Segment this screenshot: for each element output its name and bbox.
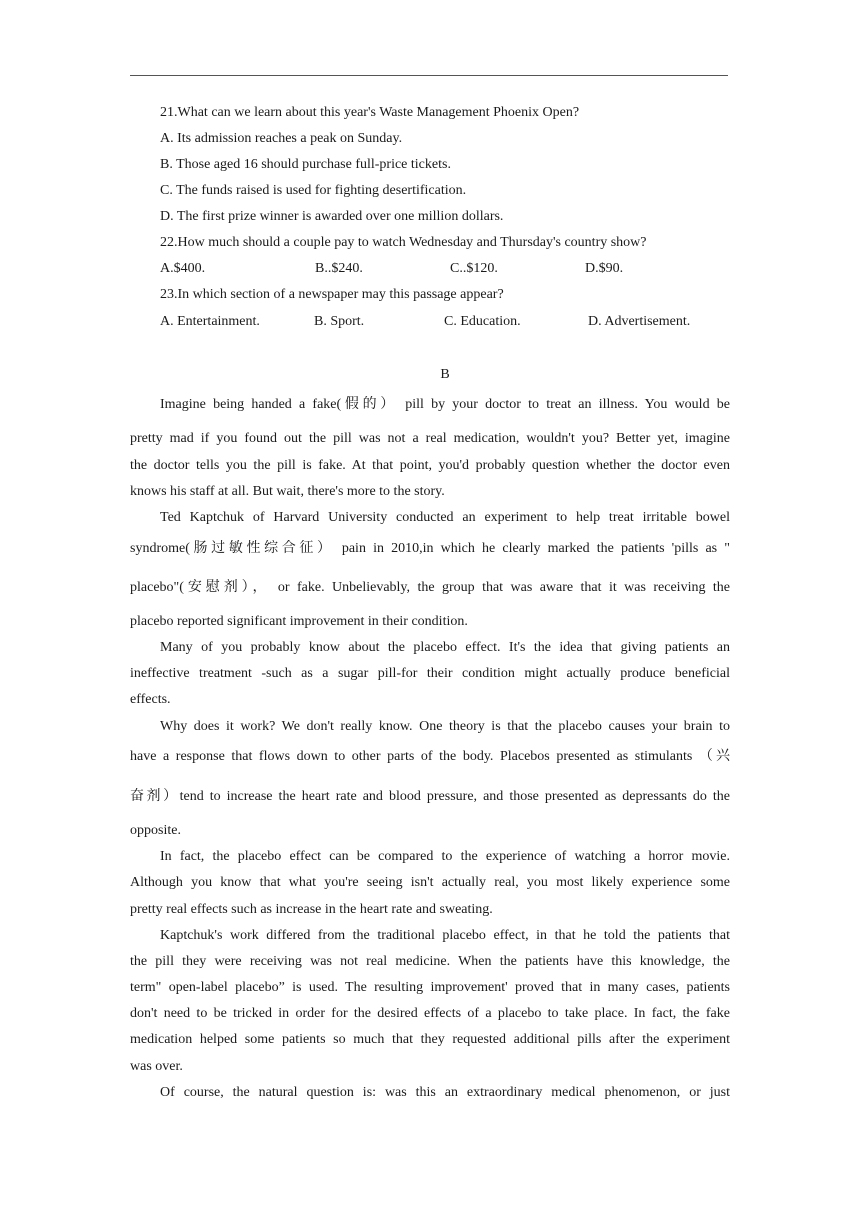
question-23-options [160, 313, 720, 331]
passage-line: term" open-label placebo” is used. The resulting improvement' proved that in many cases, patients [130, 980, 730, 995]
passage-line: effects. [130, 692, 171, 707]
passage-line: syndrome(肠过敏性综合征） pain in 2010,in which he clearly marked the patients 'pills as " [130, 541, 730, 556]
passage-line: have a response that flows down to other parts of the body. Placebos presented as stimulants （兴 [130, 749, 730, 764]
question-21-option-c: C. The funds raised is used for fighting desertification. [160, 183, 467, 198]
passage-line: Why does it work? We don't really know. One theory is that the placebo causes your brain to [160, 719, 730, 734]
passage-line: 奋剂）tend to increase the heart rate and blood pressure, and those presented as depressants do the [130, 789, 730, 804]
question-23-option-a: A. Entertainment. [160, 314, 260, 329]
question-22-stem: 22.How much should a couple pay to watch Wednesday and Thursday's country show? [160, 235, 647, 250]
passage-line: was over. [130, 1059, 183, 1074]
passage-line: the doctor tells you the pill is fake. At that point, you'd probably question whether the doctor even [130, 458, 730, 473]
question-21-option-b: B. Those aged 16 should purchase full-price tickets. [160, 157, 451, 172]
question-23-option-d: D. Advertisement. [588, 314, 691, 329]
passage-line: knows his staff at all. But wait, there's more to the story. [130, 484, 445, 499]
question-23-stem: 23.In which section of a newspaper may this passage appear? [160, 287, 504, 302]
passage-line: Of course, the natural question is: was this an extraordinary medical phenomenon, or just [160, 1085, 730, 1100]
question-23-option-c: C. Education. [444, 314, 521, 329]
question-22-option-b: B..$240. [315, 261, 363, 276]
question-21-option-d: D. The first prize winner is awarded over one million dollars. [160, 209, 504, 224]
passage-line: medication helped some patients so much that they requested additional pills after the experiment [130, 1032, 730, 1047]
question-21-option-a: A. Its admission reaches a peak on Sunday. [160, 131, 403, 146]
passage-line: Although you know that what you're seeing isn't actually real, you most likely experience some [130, 875, 730, 890]
passage-line: opposite. [130, 823, 181, 838]
question-22-option-a: A.$400. [160, 261, 206, 276]
question-21-stem: 21.What can we learn about this year's Waste Management Phoenix Open? [160, 105, 580, 120]
passage-line: Many of you probably know about the placebo effect. It's the idea that giving patients an [160, 640, 730, 655]
passage-line: Imagine being handed a fake(假的） pill by your doctor to treat an illness. You would be [160, 397, 730, 412]
section-label: B [440, 367, 450, 382]
passage-line: placebo reported significant improvement in their condition. [130, 614, 468, 629]
question-22-options [160, 260, 720, 278]
passage-line: pretty real effects such as increase in the heart rate and sweating. [130, 902, 493, 917]
passage-line: placebo"(安慰剂）， or fake. Unbelievably, the group that was aware that it was receiving the [130, 580, 730, 595]
passage-line: Ted Kaptchuk of Harvard University conducted an experiment to help treat irritable bowel [160, 510, 730, 525]
question-23-option-b: B. Sport. [314, 314, 365, 329]
question-22-option-d: D.$90. [585, 261, 624, 276]
passage-line: don't need to be tricked in order for the desired effects of a placebo to take place. In fact, the fake [130, 1006, 730, 1021]
passage-line: pretty mad if you found out the pill was not a real medication, wouldn't you? Better yet, imagine [130, 431, 730, 446]
passage-line: the pill they were receiving was not real medicine. When the patients have this knowledge, the [130, 954, 730, 969]
passage-line: ineffective treatment -such as a sugar pill-for their condition might actually produce beneficial [130, 666, 730, 681]
question-22-option-c: C..$120. [450, 261, 498, 276]
passage-line: In fact, the placebo effect can be compared to the experience of watching a horror movie. [160, 849, 730, 864]
passage-line: Kaptchuk's work differed from the traditional placebo effect, in that he told the patients that [160, 928, 730, 943]
header-rule [130, 75, 728, 76]
